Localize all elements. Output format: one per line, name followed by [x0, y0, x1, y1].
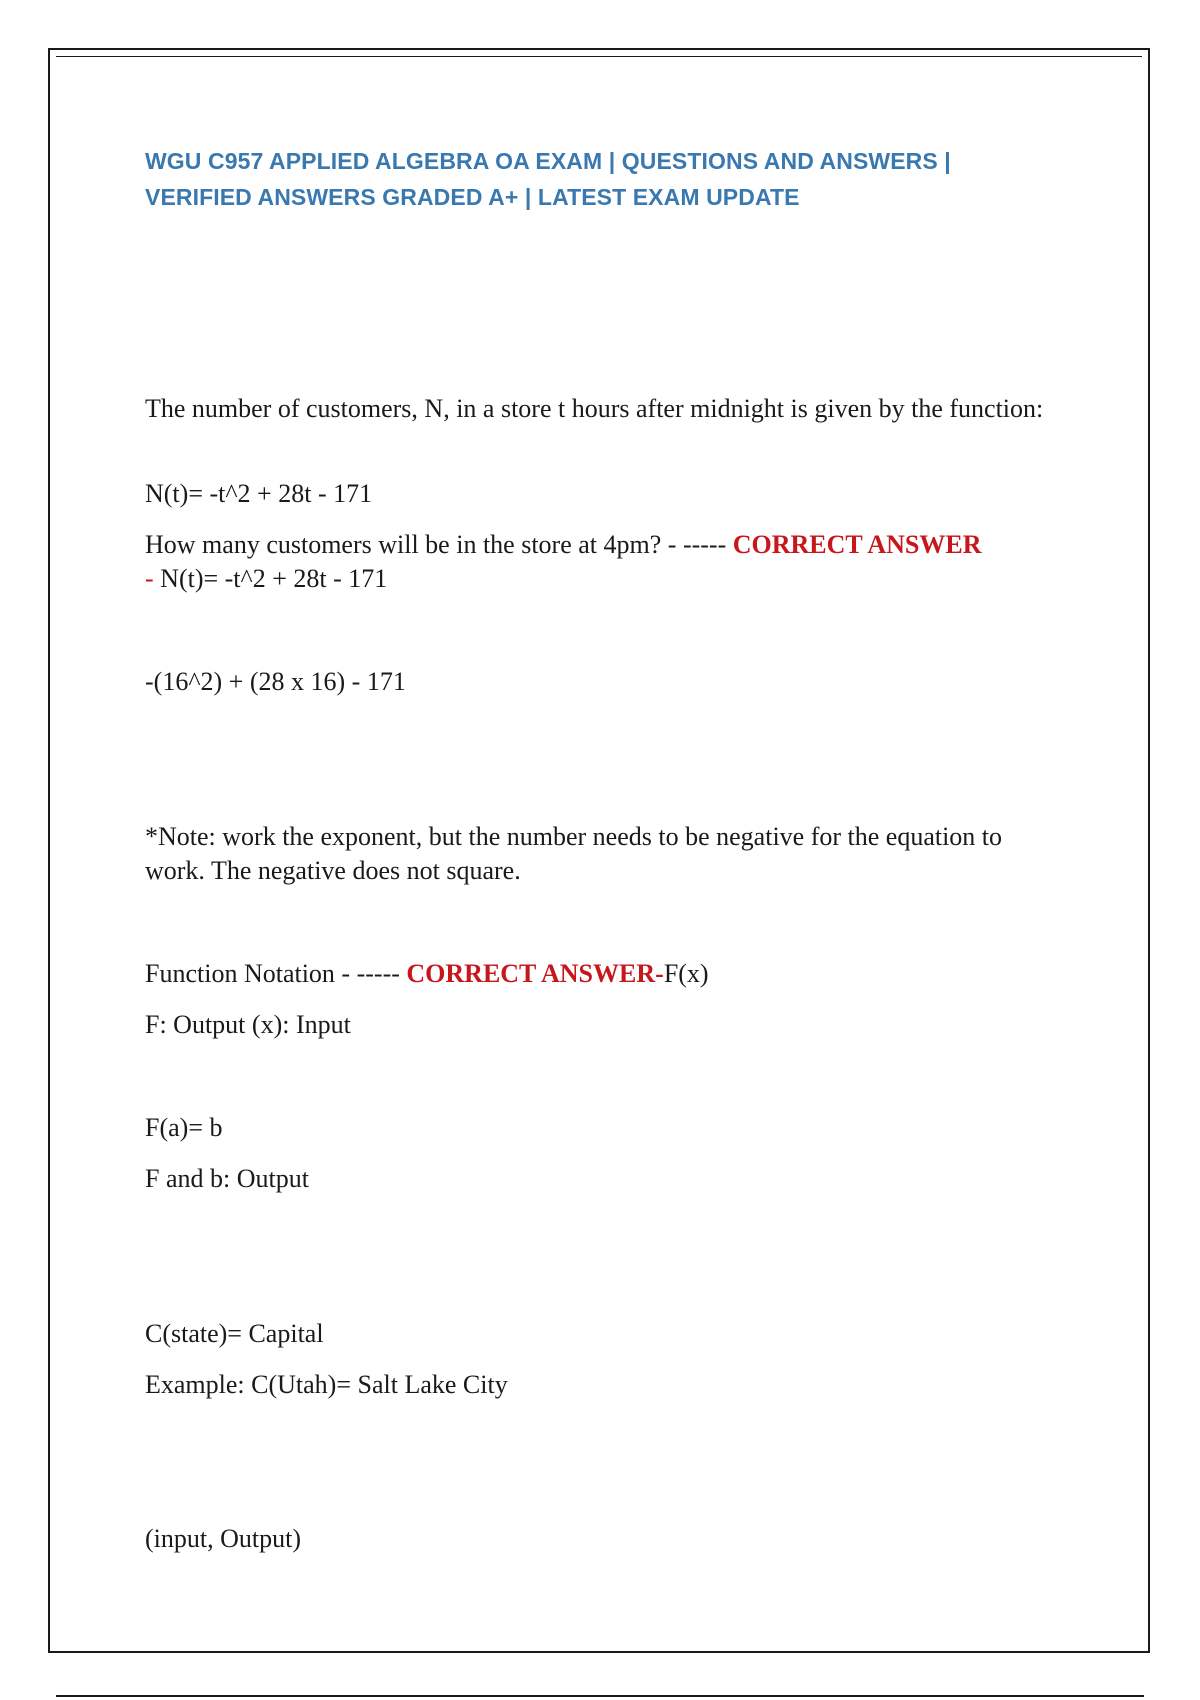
header-rule — [56, 56, 1142, 57]
notation-line-2: F(a)= b — [145, 1113, 223, 1142]
notation-line-5: Example: C(Utah)= Salt Lake City — [145, 1370, 508, 1399]
question-2-answer: F(x) — [663, 959, 709, 988]
notation-line-6: (input, Output) — [145, 1524, 301, 1553]
correct-answer-label: CORRECT ANSWER — [732, 530, 982, 559]
footer-rule — [56, 1695, 1144, 1697]
question-1-answer: N(t)= -t^2 + 28t - 171 — [153, 564, 388, 593]
question-1-note: *Note: work the exponent, but the number needs to be negative for the equation to work. The negative does not square. — [145, 822, 1003, 885]
question-1-question: How many customers will be in the store at 4pm? - ----- — [145, 530, 727, 559]
question-1-formula: N(t)= -t^2 + 28t - 171 — [145, 479, 373, 508]
notation-line-3: F and b: Output — [145, 1164, 309, 1193]
question-2-text — [145, 957, 1065, 991]
answer-dash: - — [145, 564, 154, 593]
notation-line-4: C(state)= Capital — [145, 1319, 324, 1348]
question-1-text — [145, 528, 1065, 596]
question-1-work: -(16^2) + (28 x 16) - 171 — [145, 667, 406, 696]
question-2-prompt: Function Notation - ----- — [145, 959, 400, 988]
answer-dash: - — [655, 959, 664, 988]
correct-answer-label: CORRECT ANSWER — [406, 959, 656, 988]
question-1-prompt: The number of customers, N, in a store t hours after midnight is given by the function: — [145, 394, 1044, 423]
notation-line-1: F: Output (x): Input — [145, 1010, 351, 1039]
document-title: WGU C957 APPLIED ALGEBRA OA EXAM | QUESTIONS AND ANSWERS | VERIFIED ANSWERS GRADED A+ | LATEST EXAM UPDATE — [145, 148, 951, 210]
